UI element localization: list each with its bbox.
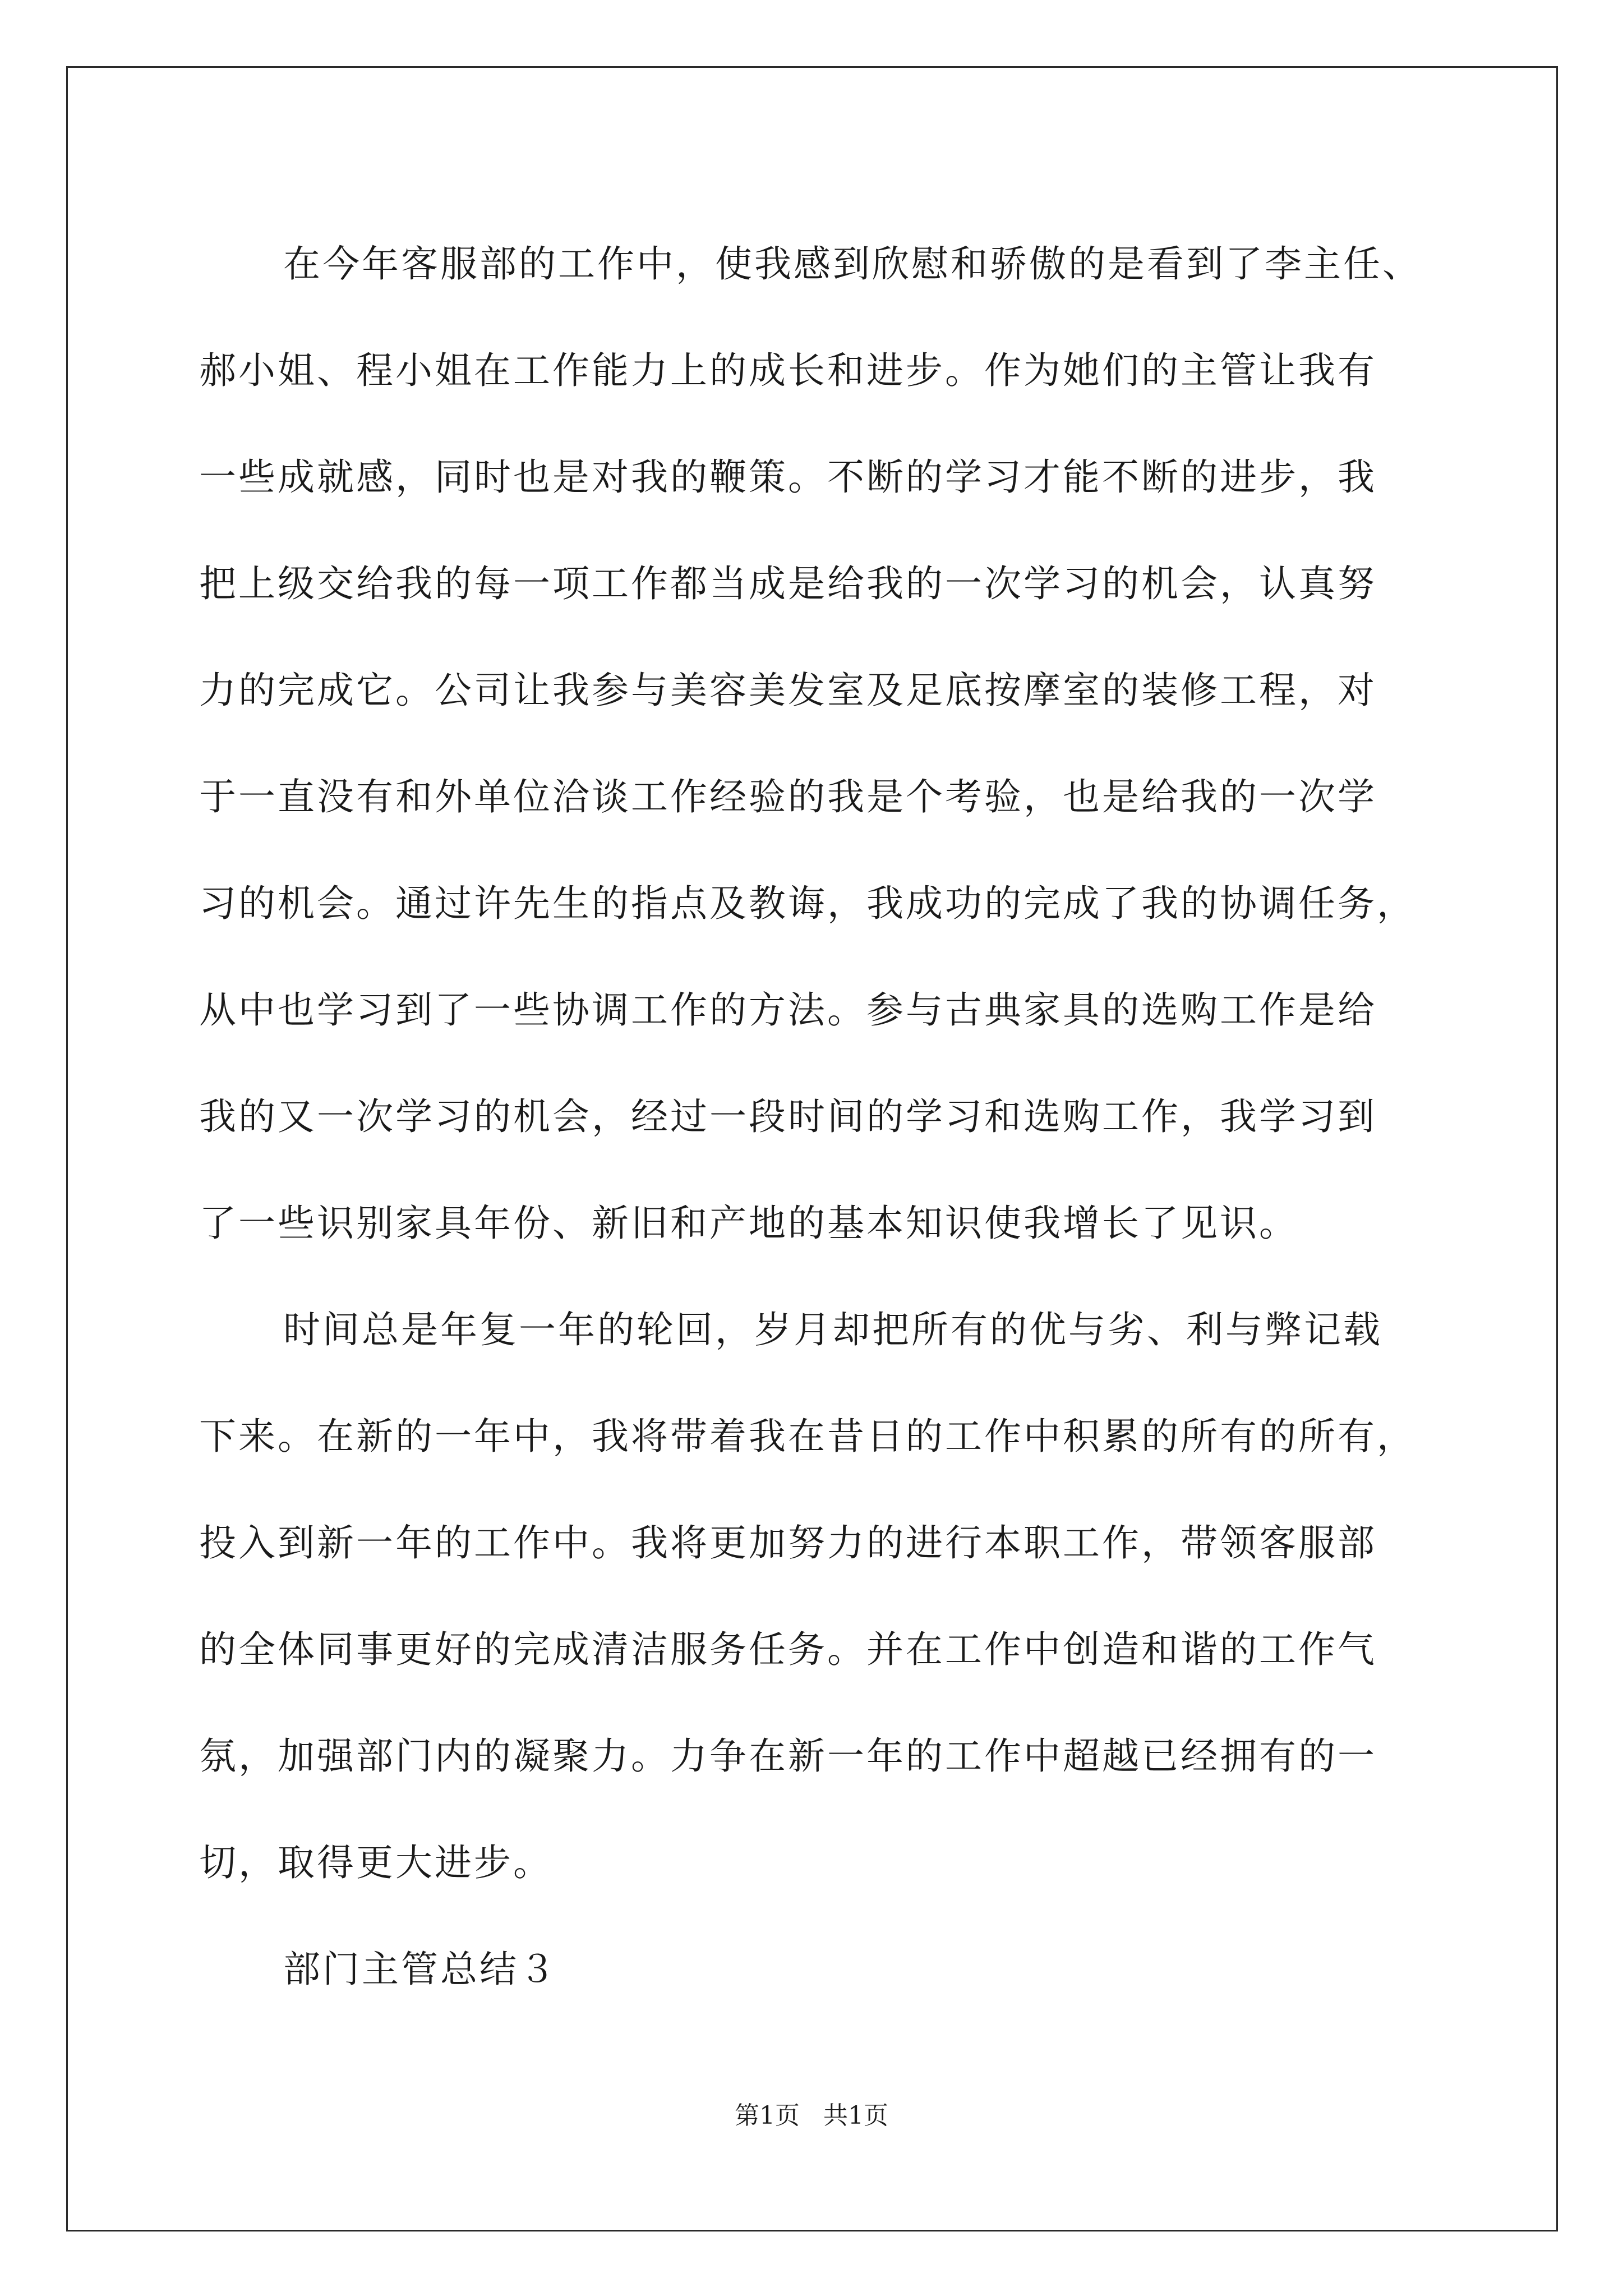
paragraph-1-line-10: 了一些识别家具年份、新旧和产地的基本知识使我增长了见识。: [199, 1202, 1298, 1245]
page-number-footer: 第1页 共1页: [735, 2101, 888, 2130]
paragraph-1-line-1: 在今年客服部的工作中，使我感到欣慰和骄傲的是看到了李主任、: [283, 242, 1422, 286]
paragraph-1-line-7: 习的机会。通过许先生的指点及教诲，我成功的完成了我的协调任务，: [199, 882, 1416, 925]
paragraph-2-line-4: 的全体同事更好的完成清洁服务任务。并在工作中创造和谐的工作气: [199, 1628, 1377, 1671]
paragraph-1-line-2: 郝小姐、程小姐在工作能力上的成长和进步。作为她们的主管让我有: [199, 349, 1377, 392]
section-heading: 部门主管总结３: [283, 1948, 558, 1991]
paragraph-2-line-1: 时间总是年复一年的轮回，岁月却把所有的优与劣、利与弊记载: [283, 1308, 1382, 1351]
paragraph-2-line-3: 投入到新一年的工作中。我将更加努力的进行本职工作，带领客服部: [199, 1521, 1377, 1565]
paragraph-1-line-4: 把上级交给我的每一项工作都当成是给我的一次学习的机会，认真努: [199, 562, 1377, 605]
paragraph-1-line-3: 一些成就感，同时也是对我的鞭策。不断的学习才能不断的进步，我: [199, 455, 1377, 499]
paragraph-2-line-6: 切，取得更大进步。: [199, 1841, 552, 1884]
paragraph-2-line-2: 下来。在新的一年中，我将带着我在昔日的工作中积累的所有的所有，: [199, 1415, 1416, 1458]
paragraph-1-line-9: 我的又一次学习的机会，经过一段时间的学习和选购工作，我学习到: [199, 1095, 1377, 1138]
paragraph-2-line-5: 氛，加强部门内的凝聚力。力争在新一年的工作中超越已经拥有的一: [199, 1734, 1377, 1778]
paragraph-1-line-6: 于一直没有和外单位洽谈工作经验的我是个考验，也是给我的一次学: [199, 775, 1377, 818]
paragraph-1-line-5: 力的完成它。公司让我参与美容美发室及足底按摩室的装修工程，对: [199, 669, 1377, 712]
paragraph-1-line-8: 从中也学习到了一些协调工作的方法。参与古典家具的选购工作是给: [199, 988, 1377, 1032]
document-body: [199, 211, 1422, 2023]
